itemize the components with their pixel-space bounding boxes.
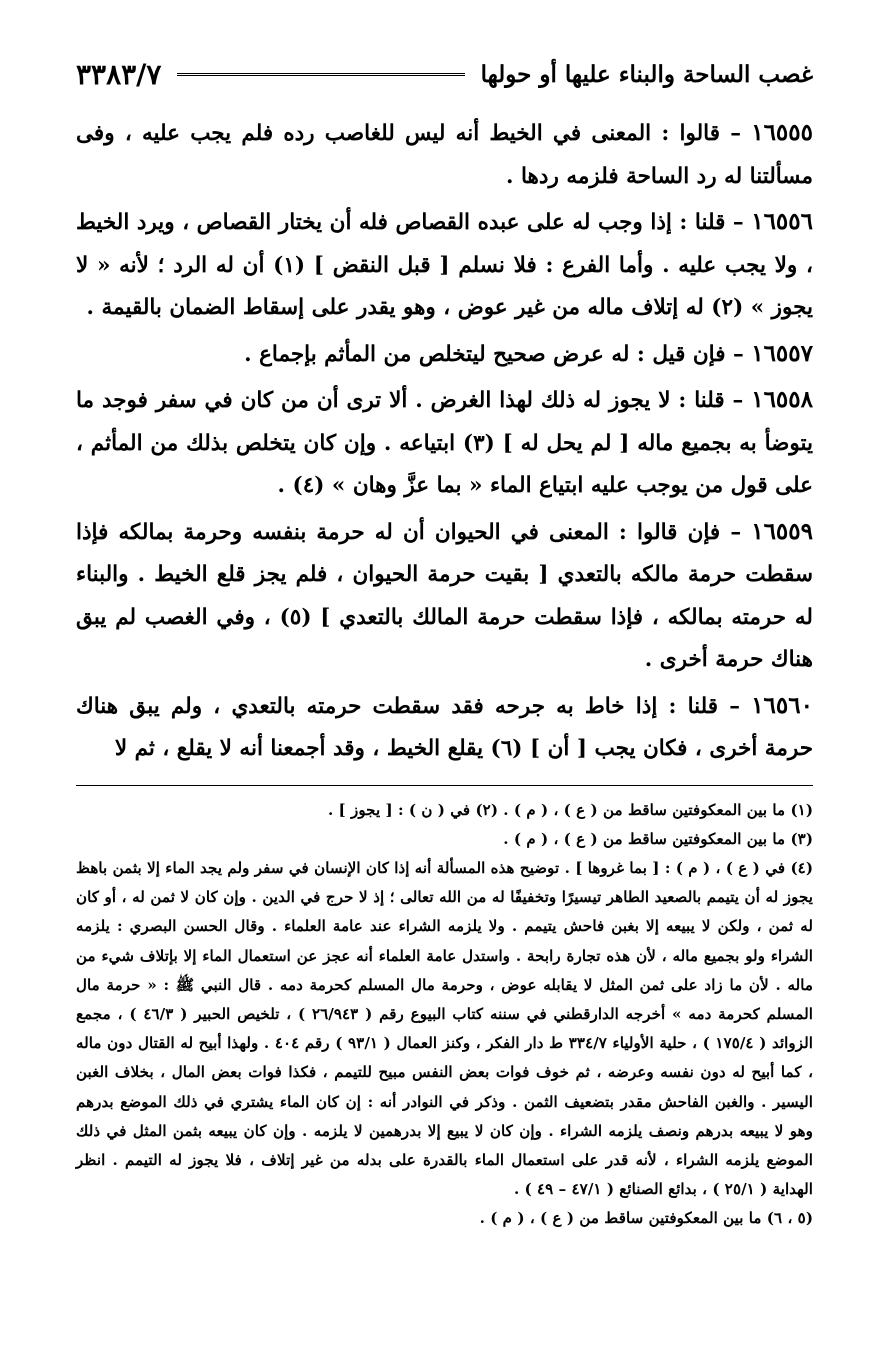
footnote: (١) ما بين المعكوفتين ساقط من ( ع ) ، ( م ) . (٢) في ( ن ) : [ يجوز ] .: [327, 800, 813, 819]
header-rule: [177, 73, 464, 76]
page-number: ٣٣٨٣/٧: [76, 57, 162, 91]
paragraph-text: – قلنا : إذا خاط به جرحه فقد سقطت حرمته بالتعدي ، ولم يبق هناك حرمة أخرى ، فكان يجب [ أن ] (٦) يقلع الخيط ، وقد أجمعنا أنه لا يقلع ، ثم لا: [76, 693, 813, 761]
paragraph: [76, 685, 813, 771]
paragraph-number: ١٦٥٥٧: [751, 339, 813, 367]
footnote-separator: [76, 785, 813, 786]
paragraph-text: – قالوا : المعنى في الخيط أنه ليس للغاصب رده فلم يجب عليه ، وفى مسألتنا له رد الساحة فلزمه ردها .: [76, 121, 813, 189]
paragraph-number: ١٦٥٥٩: [751, 517, 813, 545]
paragraph: [76, 112, 813, 198]
paragraph: [76, 379, 813, 508]
paragraph-number: ١٦٥٥٦: [751, 208, 813, 235]
paragraph: [76, 511, 813, 682]
footnote: (٤) في ( ع ) ، ( م ) : [ بما غروها ] . توضيح هذه المسألة أنه إذا كان الإنسان في سفر ولم يجد الماء إلا بثمن باهظ يجوز له أن يتيمم بالصعيد الطاهر تيسيرًا وتخفيفًا له من الله تعالى ؛ إذ لا حرج في الدين . وإن كان لا ثمن له ، أو كان له ثمن ، ولكن لا يبيعه إلا بغبن فاحش يتيمم . ولا يلزمه الشراء عند عامة العلماء . وقال الحسن البصري : يلزمه الشراء ولو بجميع ماله ، لأن هذه تجارة رابحة . واستدل عامة العلماء أنه عجز عن استعمال الماء إلا بإتلاف شيء من ماله . لأن ما زاد على ثمن المثل لا يقابله عوض ، وحرمة مال المسلم كحرمة دمه . قال النبي ﷺ : « حرمة مال المسلم كحرمة دمه » أخرجه الدارقطني في سننه كتاب البيوع رقم ( ٢٦/٩٤٣ ) ، تلخيص الحبير ( ٤٦/٣ ) ، مجمع الزوائد ( ١٧٥/٤ ) ، حلية الأولياء ٣٣٤/٧ ط دار الفكر ، وكنز العمال ( ٩٣/١ ) رقم ٤٠٤ . ولهذا أبيح له القتال دون ماله ، كما أبيح له دون نفسه وعرضه ، ثم خوف فوات بعض النفس مبيح للتيمم ، فكذا فوات بعض المال ، بخلاف الغبن اليسير . والغبن الفاحش مقدر بتضعيف الثمن . وذكر في النوادر أنه : إن كان الماء يشتري في ذلك الموضع بدرهم وهو لا يبيعه بدرهم ونصف يلزمه الشراء . وإن كان لا يبيع إلا بدرهمين لا يلزمه . وإن كان يبيعه بثمن المثل في ذلك الموضع يلزمه الشراء ، لأنه قدر على استعمال الماء بالقدرة على بدله من غير إتلاف ، فلا يجوز له التيمم . انظر الهداية ( ٢٥/١ ) ، بدائع الصنائع ( ٤٧/١ – ٤٩ ) .: [76, 858, 813, 1199]
page-header: [76, 52, 813, 96]
paragraph-text: – فإن قيل : له عرض صحيح ليتخلص من المأثم بإجماع .: [244, 341, 744, 367]
paragraph-text: – قلنا : إذا وجب له على عبده القصاص فله أن يختار القصاص ، ويرد الخيط ، ولا يجب عليه . وأما الفرع : فلا نسلم [ قبل النقض ] (١) أن له الرد ؛ لأنه « لا يجوز » (٢) له إتلاف ماله من غير عوض ، وهو يقدر على إسقاط الضمان بالقيمة .: [76, 210, 813, 320]
paragraph: [76, 201, 813, 330]
footnotes: [76, 796, 813, 1234]
paragraph: [76, 333, 813, 377]
running-title: غصب الساحة والبناء عليها أو حولها: [480, 60, 813, 88]
paragraph-text: – قلنا : لا يجوز له ذلك لهذا الغرض . ألا ترى أن من كان في سفر فوجد ما يتوضأ به بجميع ماله [ لم يحل له ] (٣) ابتياعه . وإن كان يتخلص بذلك من المأثم ، على قول من يوجب عليه ابتياع الماء « بما عزَّ وهان » (٤) .: [76, 388, 813, 498]
paragraph-number: ١٦٥٥٨: [751, 386, 813, 413]
paragraph-text: – فإن قالوا : المعنى في الحيوان أن له حرمة بنفسه وحرمة بمالكه فإذا سقطت حرمة مالكه بالتعدي [ بقيت حرمة الحيوان ، فلم يجز قلع الخيط . والبناء له حرمته بمالكه ، فإذا سقطت حرمة المالك بالتعدي ] (٥) ، وفي الغصب لم يبق هناك حرمة أخرى .: [76, 519, 813, 672]
footnote: (٣) ما بين المعكوفتين ساقط من ( ع ) ، ( م ) .: [503, 829, 813, 848]
paragraph-number: ١٦٥٥٥: [751, 119, 813, 146]
footnote: (٥ ، ٦) ما بين المعكوفتين ساقط من ( ع ) ، ( م ) .: [479, 1209, 813, 1228]
paragraph-number: ١٦٥٦٠: [751, 691, 813, 719]
main-text: [76, 112, 813, 771]
